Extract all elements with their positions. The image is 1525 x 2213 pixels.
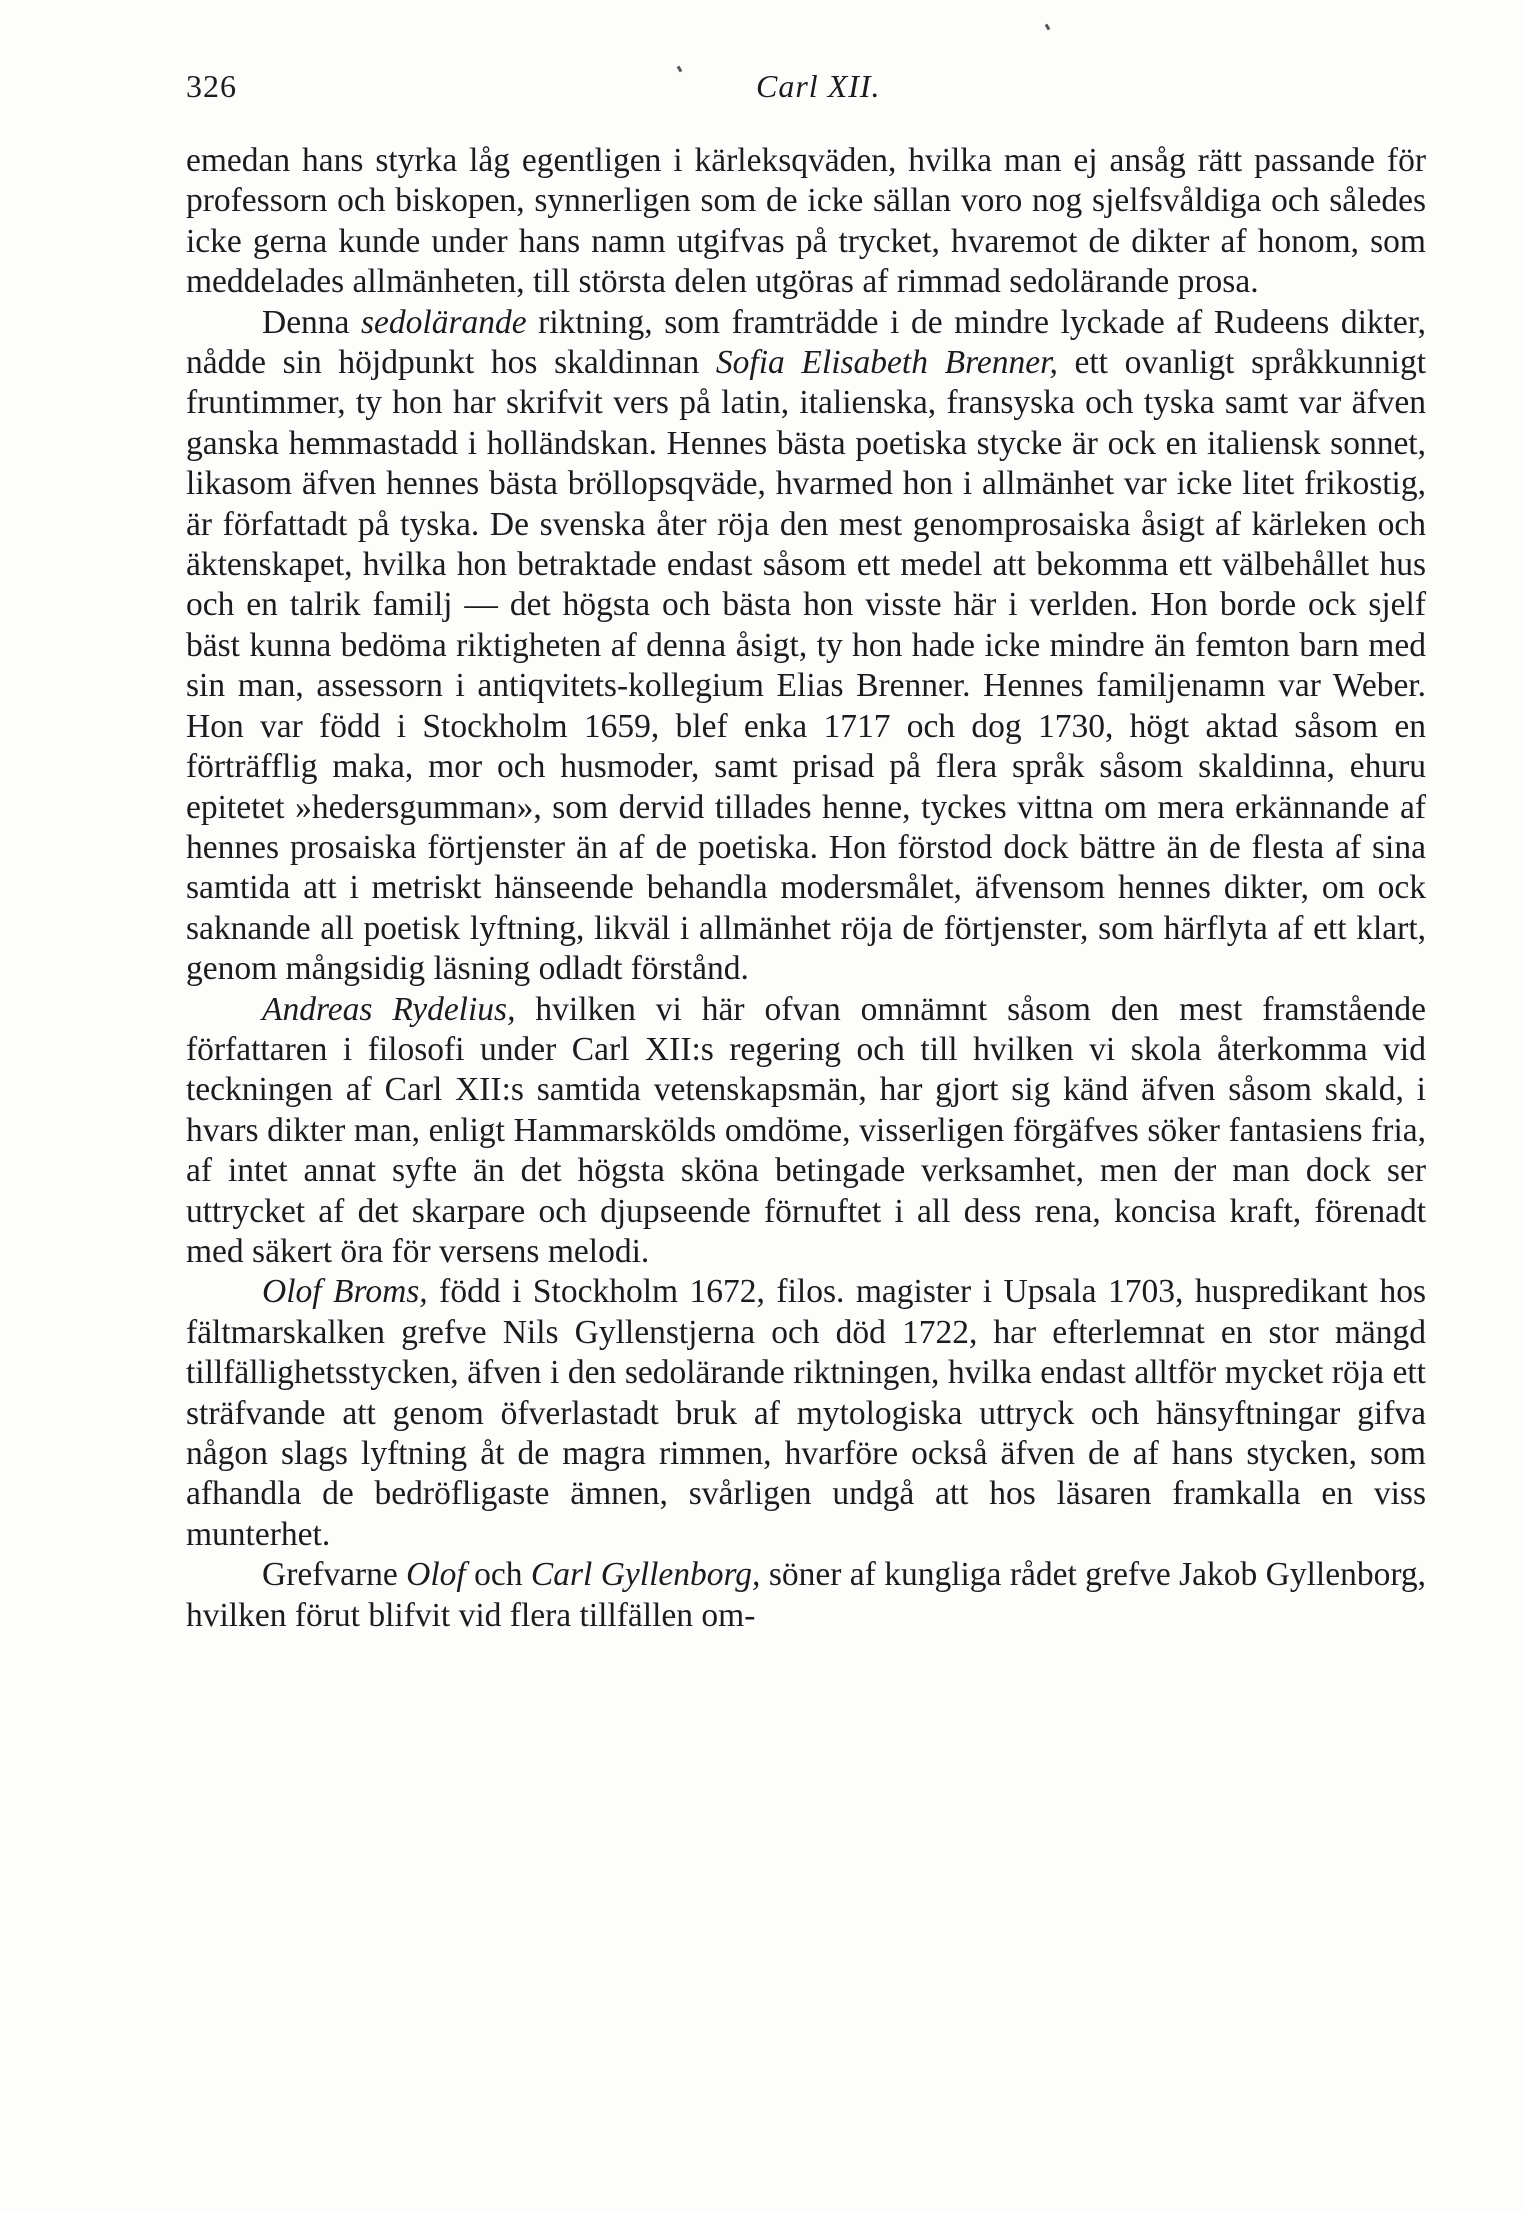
- text-run: hvilken vi här ofvan omnämnt såsom den mest framstående författaren i filosofi under Carl XII:s regering och till hvilken vi skola återkomma vid teckningen af Carl XII:s samtida vetenskapsmän, har gjort sig känd äfven såsom skald, i hvars dikter man, enligt Hammarskölds omdöme, visserligen förgäfves söker fantasiens fria, af intet annat syfte än det högsta sköna betingade verksamhet, men der man dock ser uttrycket af det skarpare och djupseende förnuftet i all dess rena, koncisa kraft, förenadt med säkert öra för versens melodi.: [186, 990, 1426, 1270]
- text-run: Grefvarne: [262, 1556, 407, 1594]
- text-run: söner af kungliga rådet grefve Jakob Gyllenborg, hvilken förut blifvit vid flera tillfällen om-: [186, 1556, 1426, 1634]
- paragraph: [186, 1272, 1426, 1555]
- italic-run: sedolärande: [361, 303, 527, 341]
- page-number: 326: [186, 68, 237, 104]
- italic-run: Andreas Rydelius,: [262, 990, 516, 1028]
- text-run: emedan hans styrka låg egentligen i kärleksqväden, hvilka man ej ansåg rätt passande för professorn och biskopen, synnerligen som de icke sällan voro nog sjelfsvåldiga och således icke gerna kunde under hans namn utgifvas på trycket, hvaremot de dikter af honom, som meddelades allmänheten, till största delen utgöras af rimmad sedolärande prosa.: [186, 142, 1426, 301]
- italic-run: Sofia Elisabeth Brenner,: [715, 344, 1058, 382]
- text-run: riktning, som framträdde i de mindre lyckade af Rudeens dikter, nådde sin höjdpunkt hos skaldinnan: [186, 303, 1426, 382]
- page-header: [186, 68, 1436, 108]
- text-run: ett ovanligt språkkunnigt fruntimmer, ty hon har skrifvit vers på latin, italienska, fransyska och tyska samt var äfven ganska hemmastadd i holländskan. Hennes bästa poetiska stycke är ock en italiensk sonnet, likasom äfven hennes bästa bröllopsqväde, hvarmed hon i allmänhet var icke litet frikostig, är författadt på tyska. De svenska åter röja den mest genomprosaiska åsigt af kärleken och äktenskapet, hvilka hon betraktade endast såsom ett medel att bekomma ett välbehållet hus och en talrik familj — det högsta och bästa hon visste här i verlden. Hon borde ock sjelf bäst kunna bedöma riktigheten af denna åsigt, ty hon hade icke mindre än femton barn med sin man, assessorn i antiqvitets-kollegium Elias Brenner. Hennes familjenamn var Weber. Hon var född i Stockholm 1659, blef enka 1717 och dog 1730, högt aktad såsom en förträfflig maka, mor och husmoder, samt prisad på flera språk såsom skaldinna, ehuru epitetet »hedersgumman», som dervid tillades henne, tyckes vittna om mera erkännande af hennes prosaiska förtjenster än af de poetiska. Hon förstod dock bättre än de flesta af sina samtida att i metriskt hänseende behandla modersmålet, äfvensom hennes dikter, om ock saknande all poetisk lyftning, likväl i allmänhet röja de förtjenster, som härflyta af ett klart, genom mångsidig läsning odladt förstånd.: [186, 344, 1426, 988]
- body-text: [186, 141, 1426, 1636]
- italic-run: Olof Broms,: [262, 1273, 428, 1311]
- text-run: född i Stockholm 1672, filos. magister i Upsala 1703, huspredikant hos fältmarskalken grefve Nils Gyllenstjerna och död 1722, har efterlemnat en stor mängd tillfällighetsstycken, äfven i den sedolärande riktningen, hvilka endast alltför mycket röja ett sträfvande att genom öfverlastadt bruk af mytologiska uttryck och hänsyftningar gifva någon slags lyftning åt de magra rimmen, hvarföre också äfven de af hans stycken, som afhandla de bedröfligaste ämnen, svårligen undgå att hos läsaren framkalla en viss munterhet.: [186, 1273, 1426, 1553]
- italic-run: Olof: [406, 1556, 466, 1594]
- running-head: Carl XII.: [756, 68, 881, 104]
- print-speck: [1045, 24, 1051, 31]
- paragraph: [186, 990, 1426, 1273]
- text-run: Denna: [262, 303, 361, 341]
- italic-run: Carl Gyllenborg,: [530, 1556, 761, 1594]
- paragraph: [186, 141, 1426, 303]
- text-run: och: [465, 1556, 531, 1594]
- paragraph: [186, 303, 1426, 990]
- paragraph: [186, 1555, 1426, 1636]
